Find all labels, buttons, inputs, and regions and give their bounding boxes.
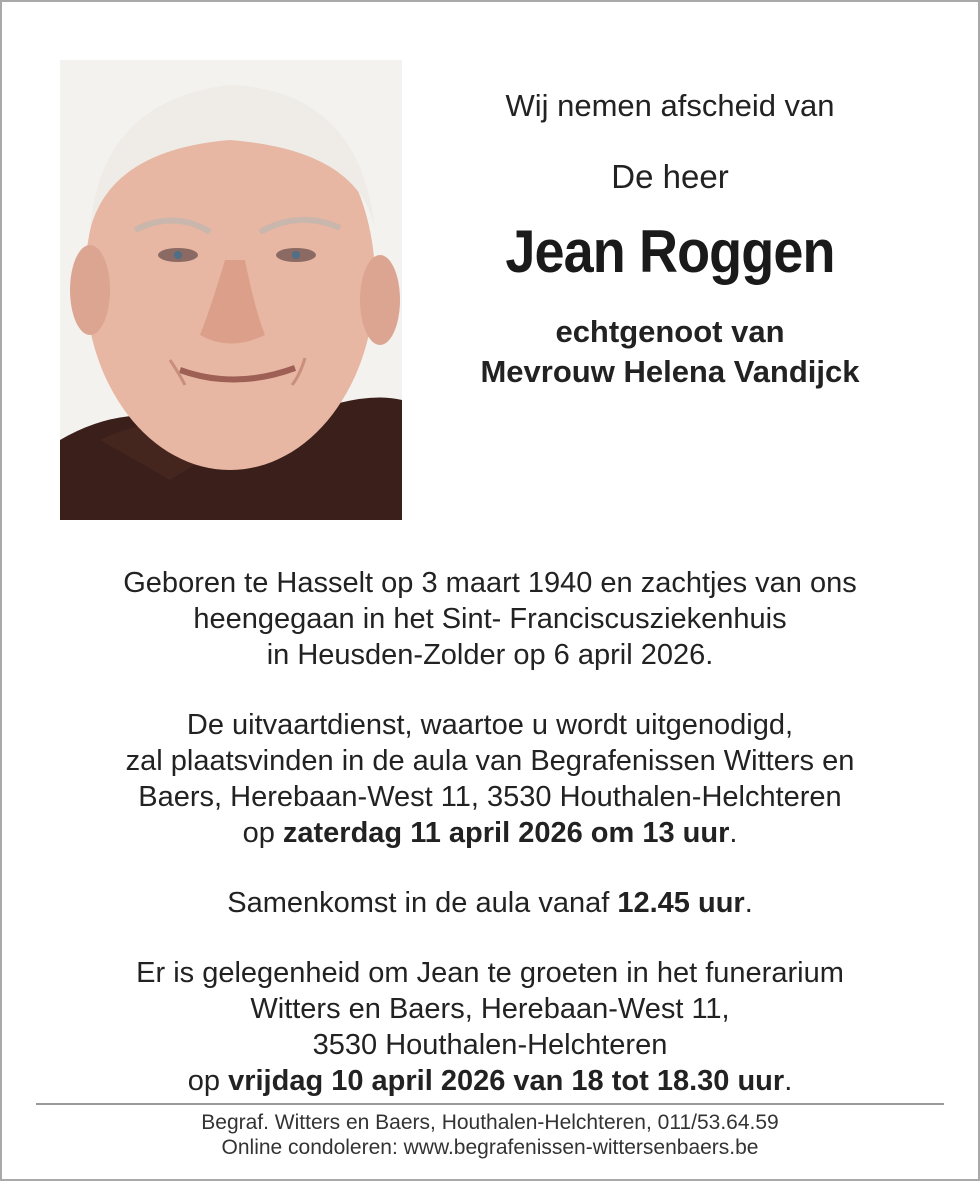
footer-condolence-link[interactable]: Online condoleren: www.begrafenissen-wittersenbaers.be: [221, 1136, 759, 1159]
gathering-paragraph: [40, 885, 940, 921]
birth-line-3: in Heusden-Zolder op 6 april 2026.: [266, 639, 714, 671]
birth-line-1: Geboren te Hasselt op 3 maart 1940 en zachtjes van ons: [123, 567, 857, 599]
salutation: De heer: [611, 158, 729, 195]
visitation-date-suffix: .: [784, 1065, 793, 1097]
gathering-time: 12.45 uur: [617, 887, 745, 919]
visitation-line-2: Witters en Baers, Herebaan-West 11,: [250, 993, 730, 1025]
spouse-line-1: echtgenoot van: [555, 314, 785, 349]
gathering-suffix: .: [744, 887, 753, 919]
service-line-2: zal plaatsvinden in de aula van Begrafenissen Witters en: [125, 745, 855, 777]
footer-contact: Begraf. Witters en Baers, Houthalen-Helchteren, 011/53.64.59: [201, 1111, 779, 1134]
service-paragraph: [40, 707, 940, 851]
footer: [40, 1110, 940, 1160]
spouse-line-2: Mevrouw Helena Vandijck: [480, 354, 860, 389]
service-line-3: Baers, Herebaan-West 11, 3530 Houthalen-Helchteren: [138, 781, 842, 813]
birth-paragraph: [40, 565, 940, 673]
spouse-block: [400, 312, 940, 392]
announcement-body: [40, 565, 940, 1099]
visitation-date: vrijdag 10 april 2026 van 18 tot 18.30 uur: [228, 1065, 785, 1097]
service-date-suffix: .: [729, 817, 738, 849]
visitation-line-4: [40, 1063, 940, 1099]
header-block: [400, 84, 940, 392]
deceased-name: Jean Roggen: [505, 218, 835, 285]
birth-line-2: heengegaan in het Sint- Franciscusziekenhuis: [193, 603, 787, 635]
service-line-4: [40, 815, 940, 851]
footer-divider: [36, 1103, 944, 1105]
gathering-line: [40, 885, 940, 921]
service-date-prefix: op: [242, 817, 283, 849]
visitation-line-3: 3530 Houthalen-Helchteren: [312, 1029, 668, 1061]
visitation-paragraph: [40, 955, 940, 1099]
intro-text: Wij nemen afscheid van: [505, 88, 835, 123]
service-line-1: De uitvaartdienst, waartoe u wordt uitgenodigd,: [186, 709, 794, 741]
gathering-prefix: Samenkomst in de aula vanaf: [227, 887, 618, 919]
visitation-date-prefix: op: [187, 1065, 229, 1097]
service-date: zaterdag 11 april 2026 om 13 uur: [282, 817, 730, 849]
visitation-line-1: Er is gelegenheid om Jean te groeten in het funerarium: [136, 957, 844, 989]
portrait-photo: [60, 60, 402, 520]
